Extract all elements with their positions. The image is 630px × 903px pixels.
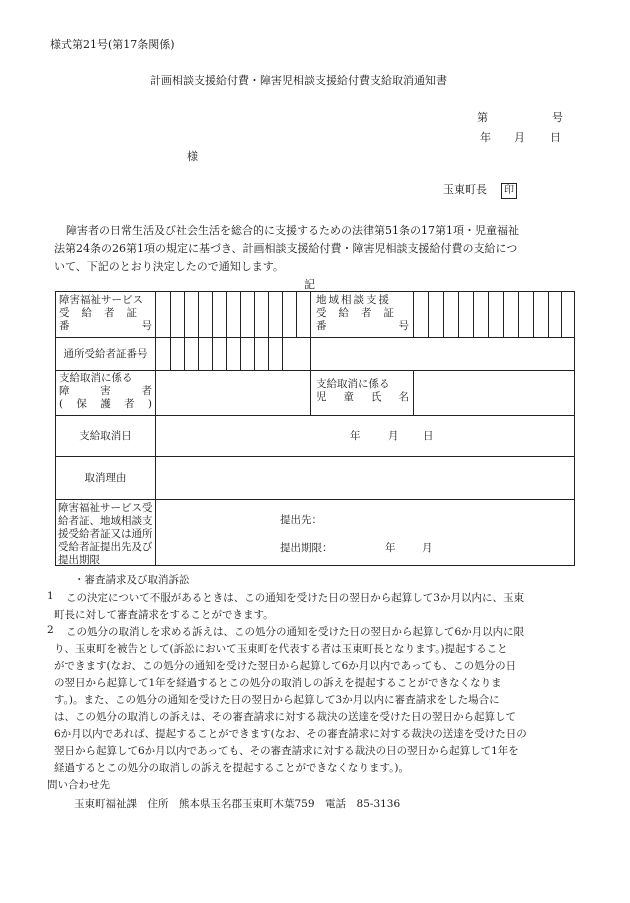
appeal-2-line-8: 翌日から起算して6か月以内であっても、その審査請求に対する裁決の日の翌日から起算して1年を xyxy=(54,745,519,757)
cancel-target-child-label: 支給取消に係る 児 童 氏 名 xyxy=(316,378,409,403)
appeal-2-line-3: ができます(なお、この処分の通知を受けた翌日から起算して6か月以内であっても、この処分の日 xyxy=(54,660,517,672)
submission-deadline-label: 提出期限： xyxy=(280,542,333,554)
cancel-date-year: 年 xyxy=(350,430,361,442)
date-day: 日 xyxy=(550,131,561,144)
appeal-2-line-2: り、玉東町を被告として(訴訟において玉東町を代表する者は玉東町長となります。)提起すること xyxy=(54,643,508,655)
document-title: 計画相談支援給付費・障害児相談支援給付費支給取消通知書 xyxy=(150,74,447,87)
cancellation-table xyxy=(55,291,575,566)
number-dai: 第 xyxy=(477,111,488,124)
issuer xyxy=(443,181,517,199)
deadline-year: 年 xyxy=(385,542,396,554)
cancel-target-disabled-label: 支給取消に係る 障 害 者 ( 保 護 者 ) xyxy=(59,372,152,410)
appeal-2-line-9: 経過するとこの処分の取消しの訴えを提起することができなくなります。)。 xyxy=(54,762,410,774)
ki-mark: 記 xyxy=(304,278,315,291)
deadline-month: 月 xyxy=(422,542,433,554)
appeal-2-line-1: この処分の取消しを求める訴えは、この処分の通知を受けた日の翌日から起算して6か月以内に限 xyxy=(66,626,525,638)
welfare-service-cert-label: 障害福祉サービス 受給者証 番 号 xyxy=(59,294,152,332)
contact-line: 玉東町福祉課 住所 熊本県玉名郡玉東町木葉759 電話 85-3136 xyxy=(74,798,401,810)
cancel-reason-label: 取消理由 xyxy=(84,471,127,484)
date-year: 年 xyxy=(480,131,491,144)
r1l-line2: 受給者証 xyxy=(59,307,149,319)
appeal-2-line-7: 6か月以内であれば、提起することができます(なお、その審査請求に対する裁決の送達を受けた日の xyxy=(54,728,527,740)
appeal-2-line-6: は、この処分の取消しの訴えは、その審査請求に対する裁決の送達を受けた日の翌日から起算して xyxy=(54,711,516,723)
seal-mark: 印 xyxy=(501,183,517,199)
body-line-2: 法第24条の26第1項の規定に基づき、計画相談支援給付費・障害児相談支援給付費の支給につ xyxy=(54,242,518,255)
body-line-1: 障害者の日常生活及び社会生活を総合的に支援するための法律第51条の17第1項・児童福祉 xyxy=(66,224,519,237)
community-support-cert-label: 地域相談支援 受給者証 番 号 xyxy=(316,294,409,332)
issuer-name: 玉東町長 xyxy=(443,183,487,196)
appeal-2-line-5: す。)。また、この処分の通知を受けた日の翌日から起算して3か月以内に審査請求をした場合に xyxy=(54,694,500,706)
cancel-date-month: 月 xyxy=(388,430,399,442)
date-month: 月 xyxy=(514,131,525,144)
appeal-1-line-2: 町長に対して審査請求をすることができます。 xyxy=(54,609,274,621)
addressee-sama: 様 xyxy=(187,150,198,163)
appeal-1-line-1: この決定について不服があるときは、この通知を受けた日の翌日から起算して3か月以内に、玉東 xyxy=(66,592,524,604)
submission-destination-label: 提出先： xyxy=(280,514,322,526)
appeal-1-number: 1 xyxy=(47,590,54,602)
appeal-heading: ・審査請求及び取消訴訟 xyxy=(74,574,190,586)
cancel-date-day: 日 xyxy=(423,430,434,442)
contact-label: 問い合わせ先 xyxy=(47,779,110,791)
appeal-2-line-4: の翌日から起算して1年を経過するとこの処分の取消しの訴えを提起することができなくなりま xyxy=(54,677,502,689)
body-line-3: いて、下記のとおり決定したので通知します。 xyxy=(54,260,284,273)
appeal-2-number: 2 xyxy=(47,624,54,636)
form-number: 様式第21号(第17条関係) xyxy=(50,38,175,51)
cert-submission-label: 障害福祉サービス受 給者証、地域相談支 援受給者証又は通所 受給者証提出先及び 提出期限 xyxy=(58,502,153,566)
r1l-line3: 番 号 xyxy=(59,320,152,332)
number-go: 号 xyxy=(552,111,563,124)
cancel-date-label: 支給取消日 xyxy=(79,429,132,442)
day-service-cert-label: 通所受給者証番号 xyxy=(63,347,148,360)
